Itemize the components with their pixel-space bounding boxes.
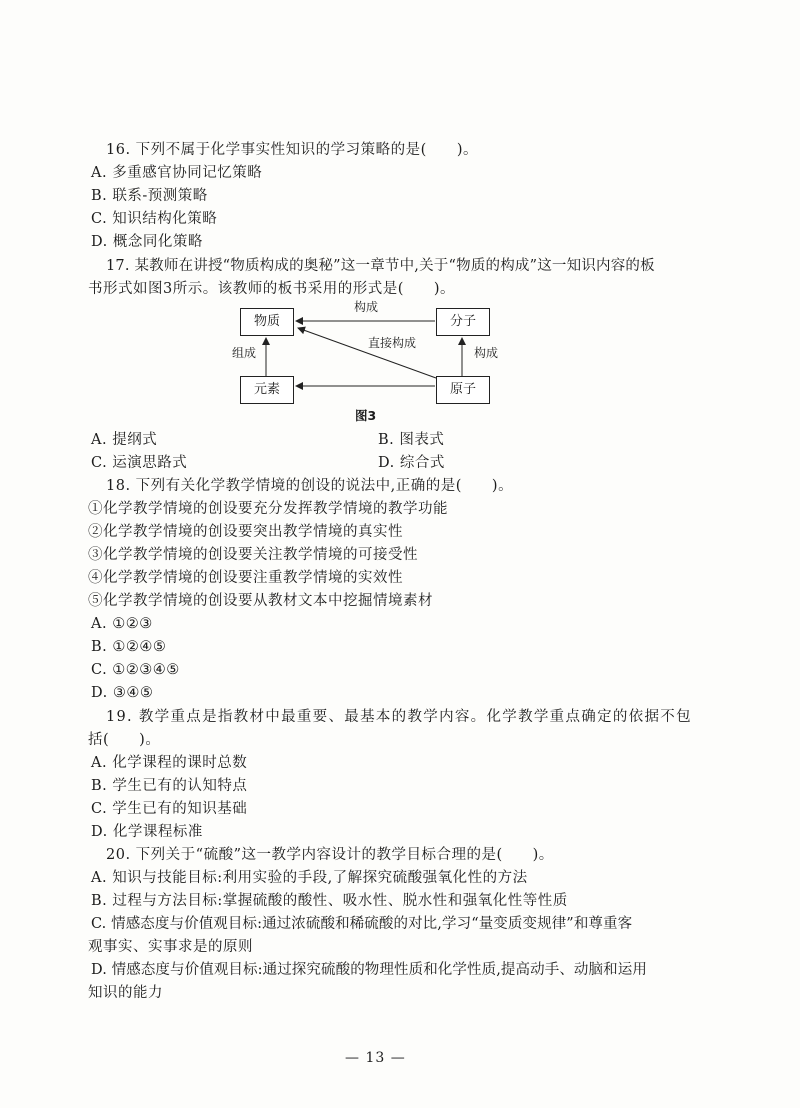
page-number: — 13 — (345, 1050, 406, 1066)
q17-option-b: B. 图表式 (378, 432, 445, 448)
q19-option-d: D. 化学课程标准 (91, 824, 203, 840)
node-molecule: 分子 (436, 308, 490, 336)
q19-option-b: B. 学生已有的认知特点 (91, 778, 248, 794)
q18-statement-1: ①化学教学情境的创设要充分发挥教学情境的教学功能 (88, 501, 448, 517)
q16-stem: 16. 下列不属于化学事实性知识的学习策略的是( )。 (106, 142, 478, 158)
q18-statement-3: ③化学教学情境的创设要关注教学情境的可接受性 (88, 547, 418, 563)
q18-option-d: D. ③④⑤ (91, 685, 154, 701)
q18-option-c: C. ①②③④⑤ (91, 662, 180, 678)
node-substance: 物质 (240, 308, 294, 336)
q20-option-a: A. 知识与技能目标:利用实验的手段,了解探究硫酸强氧化性的方法 (91, 870, 528, 886)
q19-option-a: A. 化学课程的课时总数 (91, 755, 248, 771)
q18-option-b: B. ①②④⑤ (91, 639, 167, 655)
q16-option-a: A. 多重感官协同记忆策略 (91, 165, 263, 181)
q17-stem-line1: 17. 某教师在讲授“物质构成的奥秘”这一章节中,关于“物质的构成”这一知识内容的板 (106, 258, 655, 274)
node-atom: 原子 (436, 376, 490, 404)
q20-option-d-line2: 知识的能力 (88, 985, 163, 1001)
q18-statement-4: ④化学教学情境的创设要注重教学情境的实效性 (88, 570, 403, 586)
q17-option-c: C. 运演思路式 (91, 455, 188, 471)
q16-option-d: D. 概念同化策略 (91, 234, 203, 250)
q16-option-c: C. 知识结构化策略 (91, 211, 218, 227)
q19-option-c: C. 学生已有的知识基础 (91, 801, 248, 817)
label-left-consist: 组成 (232, 346, 257, 360)
q17-stem-line2: 书形式如图3所示。该教师的板书采用的形式是( )。 (88, 281, 456, 297)
q18-statement-5: ⑤化学教学情境的创设要从教材文本中挖掘情境素材 (88, 593, 433, 609)
q18-statement-2: ②化学教学情境的创设要突出教学情境的真实性 (88, 524, 403, 540)
node-element: 元素 (240, 376, 294, 404)
q18-option-a: A. ①②③ (91, 616, 153, 632)
q19-stem-line2: 括( )。 (88, 732, 161, 748)
q20-stem: 20. 下列关于“硫酸”这一教学内容设计的教学目标合理的是( )。 (106, 847, 554, 863)
label-top-compose: 构成 (354, 300, 379, 314)
q17-option-a: A. 提纲式 (91, 432, 158, 448)
figure3-caption: 图3 (355, 408, 377, 423)
label-right-compose: 构成 (474, 346, 499, 360)
q16-option-b: B. 联系-预测策略 (91, 188, 208, 204)
q18-stem: 18. 下列有关化学教学情境的创设的说法中,正确的是( )。 (106, 478, 514, 494)
q20-option-d-line1: D. 情感态度与价值观目标:通过探究硫酸的物理性质和化学性质,提高动手、动脑和运用 (91, 962, 647, 978)
q20-option-c-line2: 观事实、实事求是的原则 (88, 939, 253, 955)
label-diagonal-direct: 直接构成 (368, 336, 417, 350)
q17-option-d: D. 综合式 (378, 455, 445, 471)
q20-option-c-line1: C. 情感态度与价值观目标:通过浓硫酸和稀硫酸的对比,学习“量变质变规律”和尊重客 (91, 916, 633, 932)
q19-stem-line1: 19. 教学重点是指教材中最重要、最基本的教学内容。化学教学重点确定的依据不包 (106, 709, 692, 725)
q20-option-b: B. 过程与方法目标:掌握硫酸的酸性、吸水性、脱水性和强氧化性等性质 (91, 893, 568, 909)
